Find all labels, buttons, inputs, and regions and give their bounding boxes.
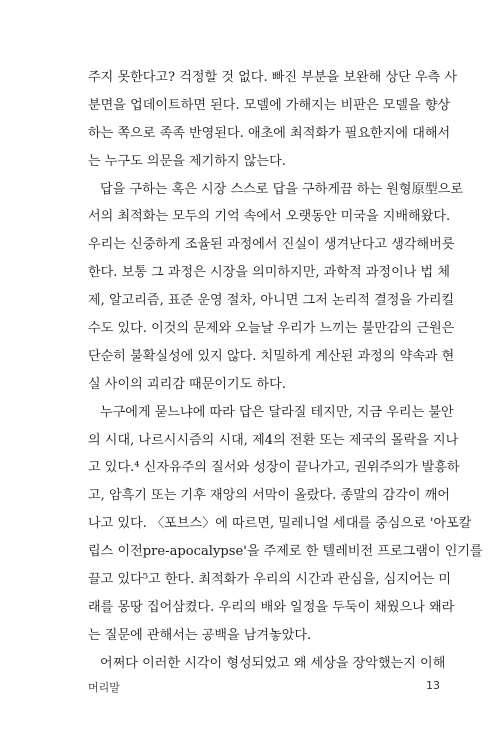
page-footer — [88, 679, 440, 697]
body-text — [88, 64, 483, 678]
text-line: 래를 몽땅 집어삼켰다. 우리의 배와 일정을 두둑이 채웠으나 왜라 — [88, 599, 455, 615]
text-line: 답을 구하는 혹은 시장 스스로 답을 구하게끔 하는 원형原型으로 — [100, 181, 464, 197]
running-head: 머리말 — [88, 681, 120, 694]
page-number: 13 — [426, 679, 440, 692]
text-line: 어쩌다 이러한 시각이 형성되었고 왜 세상을 장악했는지 이해 — [100, 655, 446, 671]
paragraph — [88, 399, 483, 650]
text-line: 제, 알고리즘, 표준 운영 절차, 아니면 그저 논리적 결정을 가리킬 — [88, 293, 455, 309]
text-line: 주지 못한다고? 걱정할 것 없다. 빠진 부분을 보완해 상단 우측 사 — [88, 70, 458, 85]
text-line: 나고 있다. 〈포브스〉에 따르면, 밀레니얼 세대를 중심으로 '아포칼 — [88, 516, 472, 532]
text-line: 단순히 불확실성에 있지 않다. 치밀하게 계산된 과정의 약속과 현 — [88, 348, 455, 364]
text-line: 우리는 신중하게 조율된 과정에서 진실이 생겨난다고 생각해버릇 — [88, 237, 455, 253]
paragraph — [88, 64, 458, 176]
text-line: 는 누구도 의문을 제기하지 않는다. — [88, 153, 286, 169]
text-line: 의 시대, 나르시시즘의 시대, 제4의 전환 또는 제국의 몰락을 지나 — [88, 432, 459, 448]
text-line: 끌고 있다⁵고 한다. 최적화가 우리의 시간과 관심을, 심지어는 미 — [88, 572, 452, 588]
text-line: 는 질문에 관해서는 공백을 남겨놓았다. — [88, 627, 312, 643]
text-line: 누구에게 묻느냐에 따라 답은 달라질 테지만, 지금 우리는 불안 — [100, 404, 454, 420]
text-line: 실 사이의 괴리감 때문이기도 하다. — [88, 376, 286, 392]
text-line: 고, 암흑기 또는 기후 재앙의 서막이 올랐다. 종말의 감각이 깨어 — [88, 488, 450, 504]
text-line: 서의 최적화는 모두의 기억 속에서 오랫동안 미국을 지배해왔다. — [88, 209, 451, 225]
text-line: 립스 이전pre-apocalypse'을 주제로 한 텔레비전 프로그램이 인기를 — [88, 544, 483, 560]
paragraph — [88, 176, 464, 399]
text-line: 고 있다.⁴ 신자유주의 질서와 성장이 끝나가고, 권위주의가 발흥하 — [88, 460, 460, 476]
text-line: 하는 쪽으로 족족 반영된다. 애초에 최적화가 필요한지에 대해서 — [88, 125, 451, 141]
paragraph — [88, 650, 446, 678]
text-line: 한다. 보통 그 과정은 시장을 의미하지만, 과학적 과정이나 법 체 — [88, 265, 450, 281]
text-line: 분면을 업데이트하면 된다. 모델에 가해지는 비판은 모델을 향상 — [88, 97, 451, 113]
text-line: 수도 있다. 이것의 문제와 오늘날 우리가 느끼는 불만감의 근원은 — [88, 321, 455, 337]
